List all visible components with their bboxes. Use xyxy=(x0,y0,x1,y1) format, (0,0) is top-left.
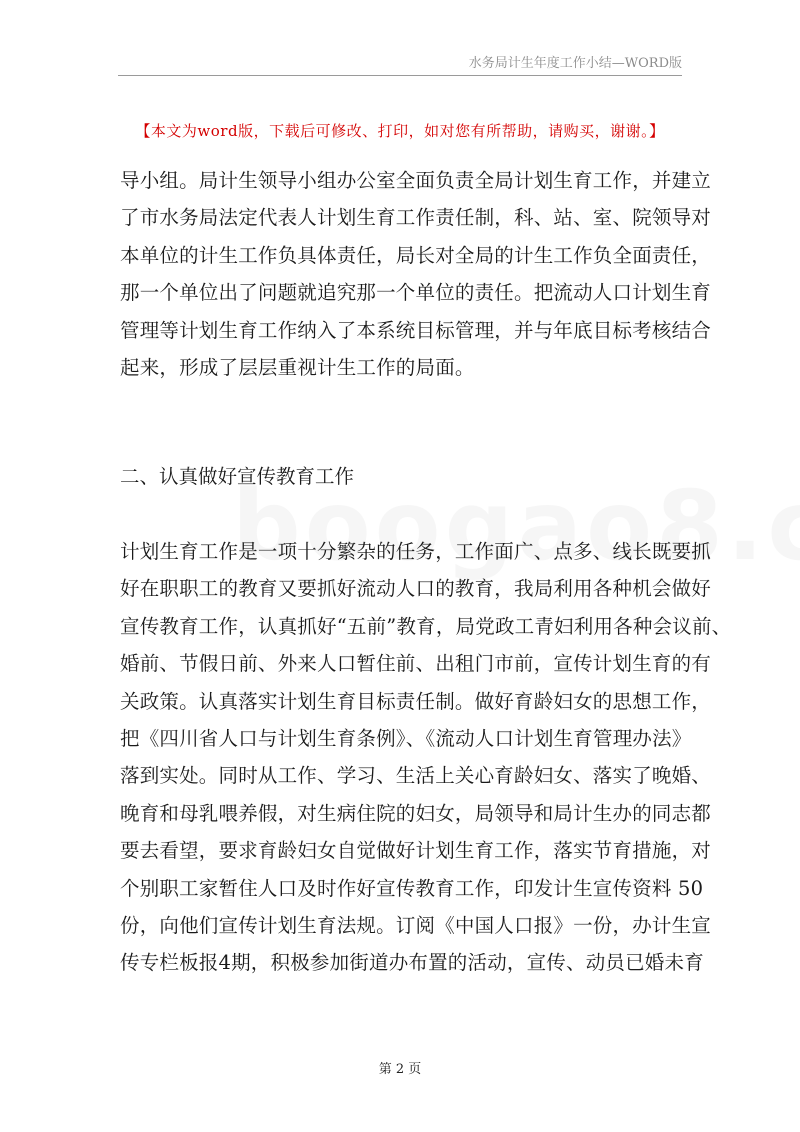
paragraph-line: 计划生育工作是一项十分繁杂的任务，工作面广、点多、线长既要抓 xyxy=(120,540,712,563)
paragraph-1 xyxy=(120,162,712,386)
paragraph-line: 晚育和母乳喂养假，对生病住院的妇女，局领导和局计生办的同志都 xyxy=(120,801,712,825)
paragraph-line: 起来，形成了层层重视计生工作的局面。 xyxy=(120,356,475,380)
paragraph-2 xyxy=(120,533,732,982)
paragraph-line: 管理等计划生育工作纳入了本系统目标管理，并与年底目标考核结合 xyxy=(120,318,712,342)
paragraph-line: 个别职工家暂住人口及时作好宣传教育工作，印发计生宣传资料 50 xyxy=(120,876,704,900)
paragraph-line: 了市水务局法定代表人计划生育工作责任制，科、站、室、院领导对 xyxy=(120,206,712,230)
paragraph-line: 份，向他们宣传计划生育法规。订阅《中国人口报》一份，办计生宣 xyxy=(120,914,712,938)
header-divider xyxy=(118,75,682,76)
paragraph-line: 要去看望，要求育龄妇女自觉做好计划生育工作，落实节育措施，对 xyxy=(120,839,712,863)
section-heading: 二、认真做好宣传教育工作 xyxy=(120,465,355,488)
paragraph-line: 宣传教育工作，认真抓好“五前”教育，局党政工青妇利用各种会议前、 xyxy=(120,614,732,638)
paragraph-line: 婚前、节假日前、外来人口暂住前、出租门市前，宣传计划生育的有 xyxy=(120,652,712,676)
paragraph-line: 本单位的计生工作负具体责任，局长对全局的计生工作负全面责任， xyxy=(120,243,712,267)
page-number: 第 2 页 xyxy=(378,1062,422,1077)
paragraph-line: 把《四川省人口与计划生育条例》、《流动人口计划生育管理办法》 xyxy=(120,727,692,751)
paragraph-line: 好在职职工的教育又要抓好流动人口的教育，我局利用各种机会做好 xyxy=(120,577,712,601)
header-title: 水务局计生年度工作小结—WORD版 xyxy=(468,56,682,71)
paragraph-line: 那一个单位出了问题就追究那一个单位的责任。把流动人口计划生育 xyxy=(120,281,712,305)
paragraph-line: 导小组。局计生领导小组办公室全面负责全局计划生育工作，并建立 xyxy=(120,169,712,192)
paragraph-line: 落到实处。同时从工作、学习、生活上关心育龄妇女、落实了晚婚、 xyxy=(120,764,712,788)
paragraph-line: 传专栏板报4期，积极参加街道办布置的活动，宣传、动员已婚未育 xyxy=(120,951,704,975)
paragraph-line: 关政策。认真落实计划生育目标责任制。做好育龄妇女的思想工作， xyxy=(120,689,712,713)
page-header xyxy=(0,0,800,78)
download-notice: 【本文为word版，下载后可修改、打印，如对您有所帮助，请购买，谢谢。】 xyxy=(135,122,665,140)
